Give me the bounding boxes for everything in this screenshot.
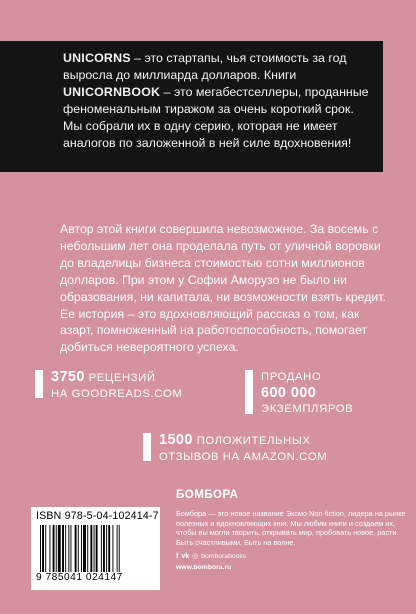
publisher-text: Бомбора — это новое название Эксмо Non-fiction, лидера на рынке полезных и вдохновляющих книг. Мы любим книги и создаем их, чтобы вы могли творить, открывать мир, пробовать новое, расти. Быть счастливыми. Быть на волне.	[176, 509, 406, 547]
isbn-barcode-box	[31, 507, 160, 590]
reviews-number: 3750	[51, 369, 85, 385]
instagram-icon[interactable]: ◎	[192, 553, 199, 561]
barcode-graphic	[36, 525, 155, 572]
unicornbook-brand: UNICORNBOOK	[63, 84, 161, 99]
series-intro-text	[63, 50, 373, 151]
stat-bar	[143, 433, 151, 461]
reviews-label: РЕЦЕНЗИЙ	[84, 372, 156, 384]
positive-label: ПОЛОЖИТЕЛЬНЫХ	[192, 435, 311, 447]
stat-sold	[245, 370, 353, 418]
stat-bar	[245, 370, 253, 414]
series-intro-box	[0, 41, 383, 172]
intro-text-2: – это мегабестселлеры, проданные феноменальным тиражом за очень короткий срок. Мы собрали их в одну серию, которая не имеет аналогов по заложенной в ней силе вдохновения!	[63, 84, 369, 150]
unicorns-brand: UNICORNS	[63, 51, 131, 65]
stat-bar	[35, 370, 43, 398]
reviews-source: НА GOODREADS.COM	[51, 387, 183, 400]
sold-unit: ЭКЗЕМПЛЯРОВ	[261, 403, 354, 415]
stat-reviews	[35, 370, 182, 402]
social-row	[176, 552, 406, 560]
publisher-url[interactable]: www.bombora.ru	[176, 564, 232, 572]
sold-number: 600 000	[261, 384, 317, 401]
intro-text-1: – это стартапы, чья стоимость за год выросла до миллиарда долларов. Книги	[63, 51, 347, 82]
positive-number: 1500	[159, 432, 193, 448]
barcode-digits: 9 785041 024147	[36, 572, 123, 583]
stat-positive-reviews	[143, 433, 327, 465]
social-handle[interactable]: bomborabooks	[201, 552, 247, 560]
publisher-block	[176, 489, 406, 571]
facebook-icon[interactable]: f	[176, 552, 179, 560]
vk-icon[interactable]: vk	[181, 552, 190, 560]
positive-source: ОТЗЫВОВ НА AMAZON.COM	[159, 450, 328, 463]
sold-label: ПРОДАНО	[261, 371, 322, 383]
publisher-name: БОМБОРА	[176, 489, 239, 501]
isbn-label: ISBN 978-5-04-102414-7	[36, 510, 159, 522]
book-description: Автор этой книги совершила невозможное. За восемь с небольшим лет она проделала путь от уличной воровки до владелицы бизнеса стоимостью сотни миллионов долларов. При этом у Софии Аморузо не было ни образования, ни капитала, ни возможности взять кредит. Ее история – это вдохновляющий рассказ о том, как азарт, помноженный на работоспособность, помогает добиться невероятного успеха.	[60, 222, 386, 355]
